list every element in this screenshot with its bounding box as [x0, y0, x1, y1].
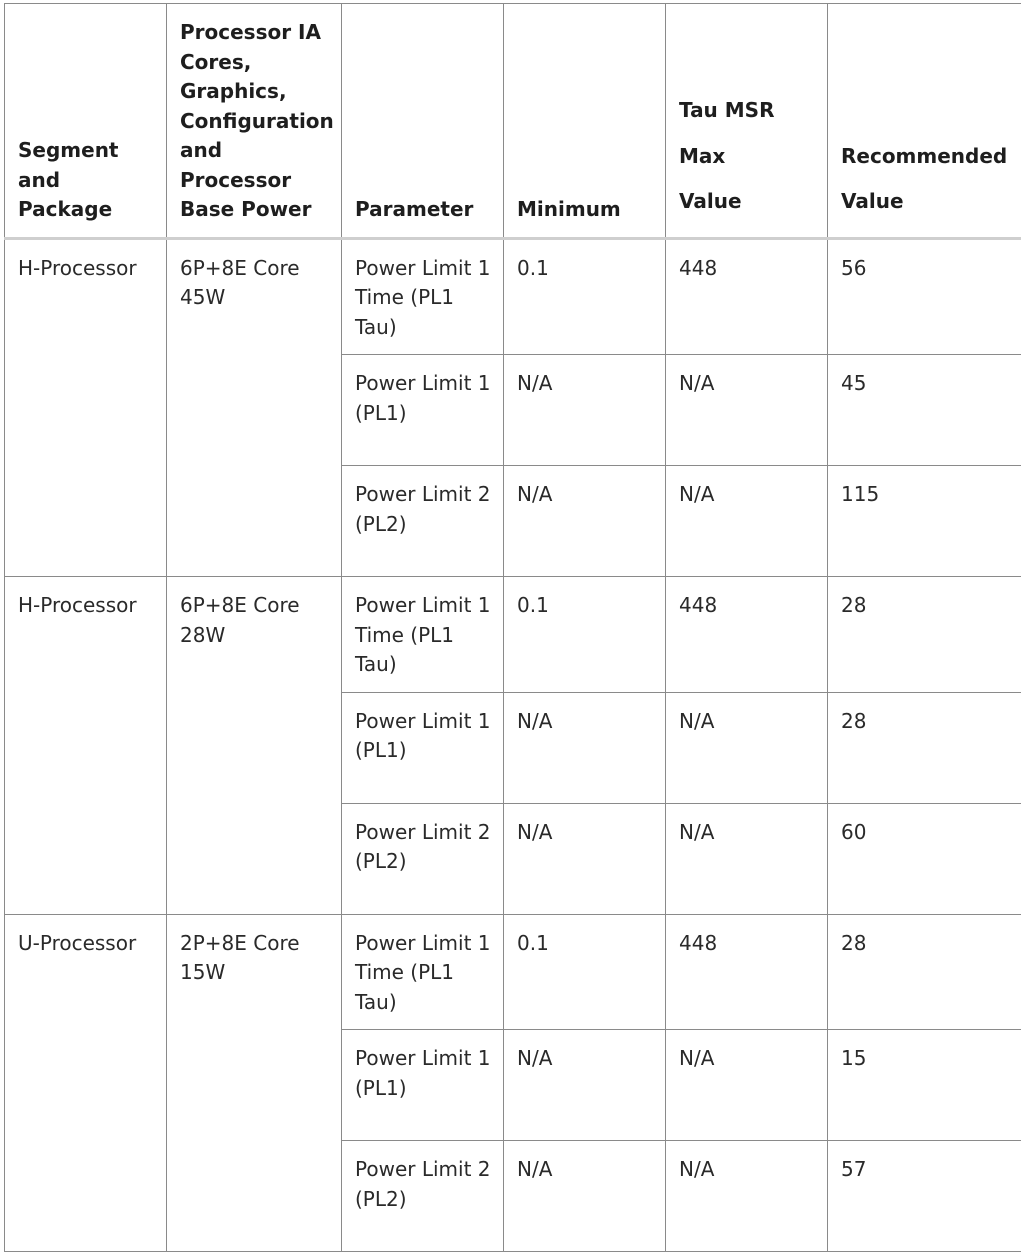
header-tau-line2: Max	[679, 134, 817, 180]
tau-max-cell: 448	[666, 577, 828, 693]
minimum-cell: 0.1	[504, 238, 666, 355]
minimum-cell: N/A	[504, 1030, 666, 1141]
header-tau-line3: Value	[679, 179, 817, 225]
parameter-cell: Power Limit 1 Time (PL1 Tau)	[342, 914, 504, 1030]
recommended-cell: 28	[828, 914, 1021, 1030]
minimum-cell: N/A	[504, 1141, 666, 1252]
segment-cell: U-Processor	[5, 914, 167, 1252]
header-row	[5, 4, 1021, 239]
parameter-cell: Power Limit 1 (PL1)	[342, 692, 504, 803]
parameter-cell: Power Limit 1 (PL1)	[342, 1030, 504, 1141]
minimum-cell: N/A	[504, 803, 666, 914]
minimum-cell: 0.1	[504, 914, 666, 1030]
header-rec-line1: Recommended	[841, 134, 1021, 180]
table-row	[5, 577, 1021, 693]
minimum-cell: N/A	[504, 355, 666, 466]
recommended-cell: 28	[828, 692, 1021, 803]
header-recommended	[828, 4, 1021, 239]
recommended-cell: 28	[828, 577, 1021, 693]
processor-cell: 2P+8E Core 15W	[167, 914, 342, 1252]
tau-max-cell: N/A	[666, 1030, 828, 1141]
tau-max-cell: N/A	[666, 1141, 828, 1252]
recommended-cell: 115	[828, 466, 1021, 577]
processor-cell: 6P+8E Core 28W	[167, 577, 342, 915]
parameter-cell: Power Limit 2 (PL2)	[342, 1141, 504, 1252]
header-segment: Segment and Package	[5, 4, 167, 239]
recommended-cell: 57	[828, 1141, 1021, 1252]
power-limits-table	[4, 3, 1021, 1252]
minimum-cell: N/A	[504, 466, 666, 577]
recommended-cell: 56	[828, 238, 1021, 355]
recommended-cell: 60	[828, 803, 1021, 914]
parameter-cell: Power Limit 1 Time (PL1 Tau)	[342, 238, 504, 355]
recommended-cell: 15	[828, 1030, 1021, 1141]
parameter-cell: Power Limit 1 Time (PL1 Tau)	[342, 577, 504, 693]
header-processor: Processor IA Cores, Graphics, Configuration and Processor Base Power	[167, 4, 342, 239]
segment-cell: H-Processor	[5, 577, 167, 915]
segment-cell: H-Processor	[5, 238, 167, 577]
header-rec-line2: Value	[841, 179, 1021, 225]
tau-max-cell: N/A	[666, 466, 828, 577]
tau-max-cell: N/A	[666, 355, 828, 466]
tau-max-cell: 448	[666, 238, 828, 355]
minimum-cell: 0.1	[504, 577, 666, 693]
table-row	[5, 238, 1021, 355]
table-header	[5, 4, 1021, 239]
header-tau-line1: Tau MSR	[679, 88, 817, 134]
header-minimum: Minimum	[504, 4, 666, 239]
processor-cell: 6P+8E Core 45W	[167, 238, 342, 577]
parameter-cell: Power Limit 1 (PL1)	[342, 355, 504, 466]
minimum-cell: N/A	[504, 692, 666, 803]
table-row	[5, 914, 1021, 1030]
table-body	[5, 238, 1021, 1252]
tau-max-cell: 448	[666, 914, 828, 1030]
recommended-cell: 45	[828, 355, 1021, 466]
tau-max-cell: N/A	[666, 803, 828, 914]
tau-max-cell: N/A	[666, 692, 828, 803]
parameter-cell: Power Limit 2 (PL2)	[342, 803, 504, 914]
parameter-cell: Power Limit 2 (PL2)	[342, 466, 504, 577]
header-tau-max	[666, 4, 828, 239]
header-parameter: Parameter	[342, 4, 504, 239]
